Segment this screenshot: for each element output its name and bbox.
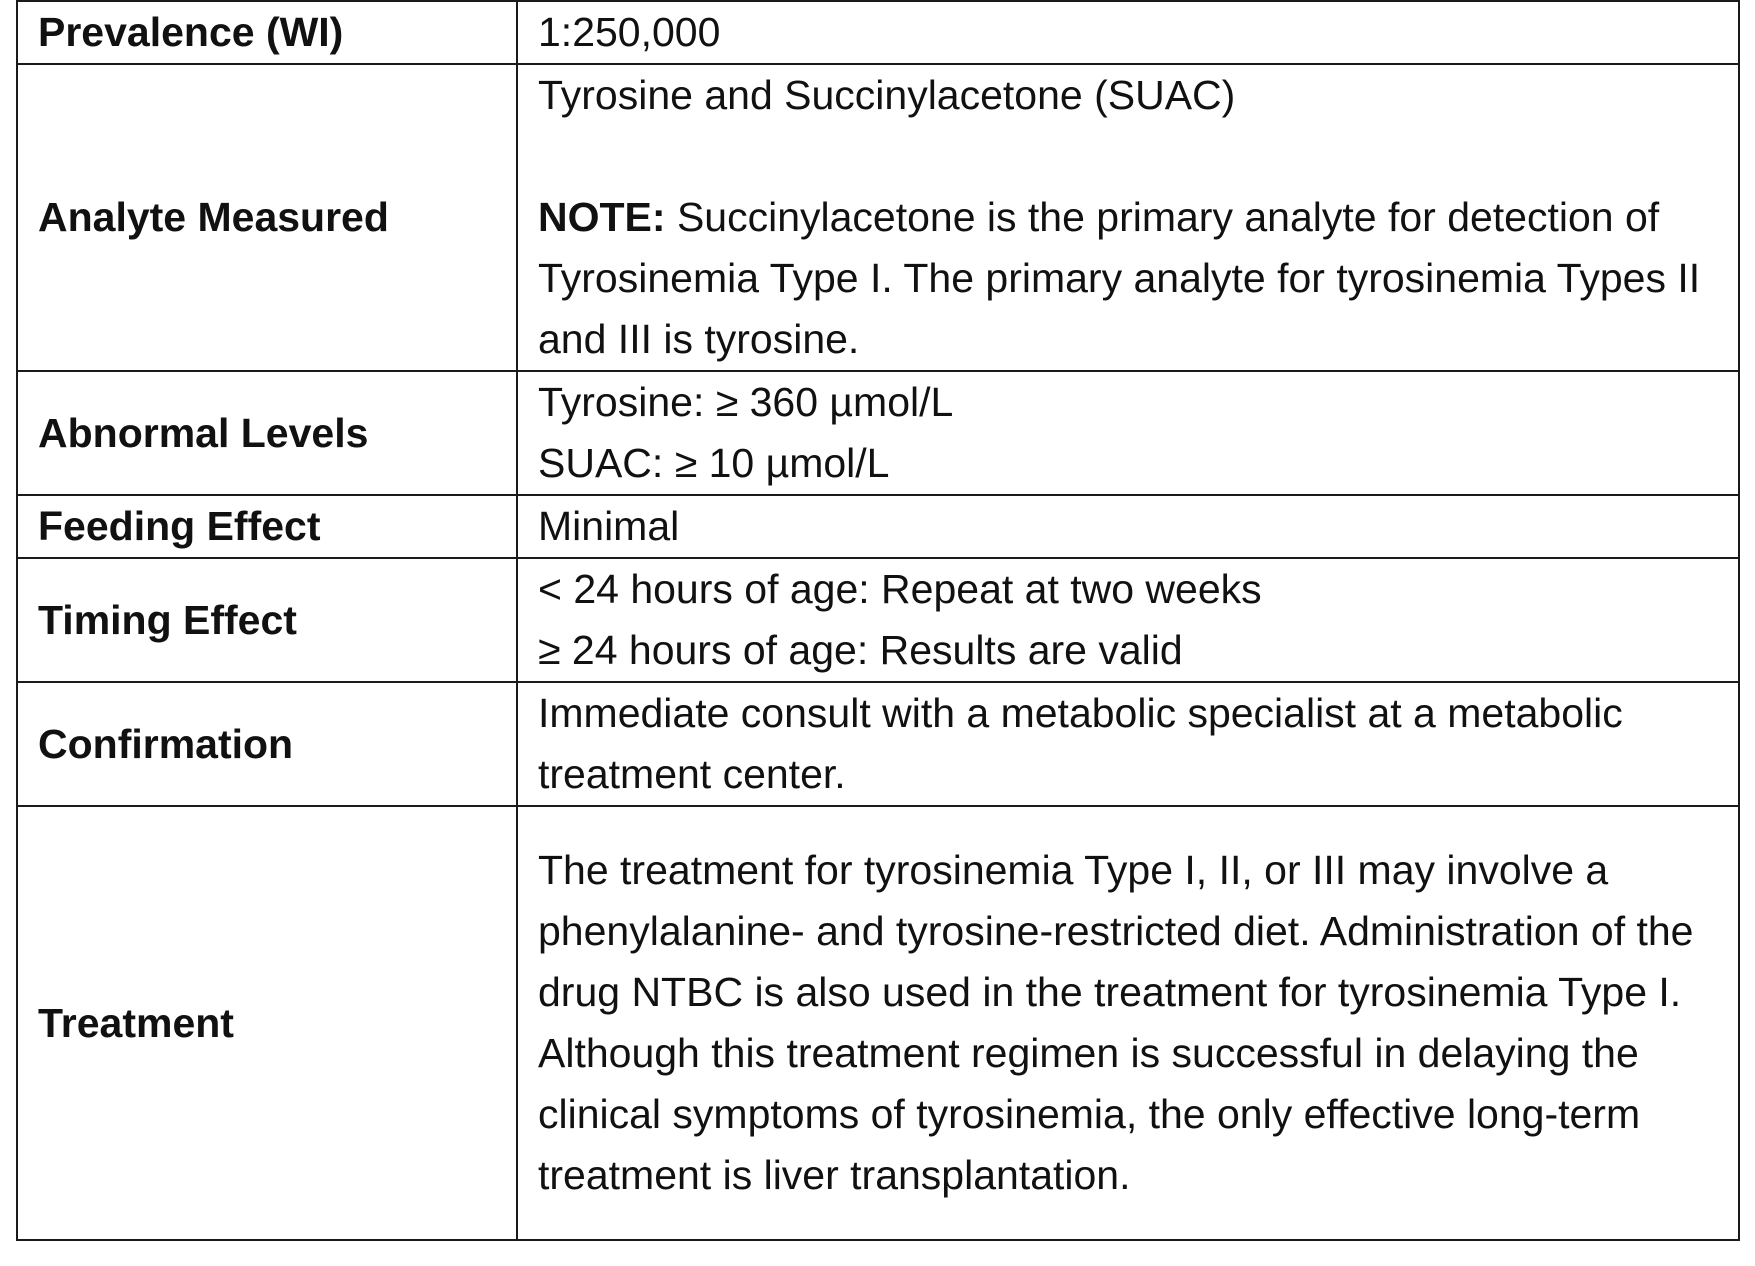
spacer xyxy=(538,126,1718,187)
tyrosinemia-info-table xyxy=(16,0,1740,1241)
table-row xyxy=(17,682,1739,806)
note-label: NOTE: xyxy=(538,194,666,240)
abnormal-levels-value-cell xyxy=(517,371,1739,495)
table-row xyxy=(17,806,1739,1240)
timing-under-24: < 24 hours of age: Repeat at two weeks xyxy=(538,566,1262,612)
analyte-label: Analyte Measured xyxy=(17,64,517,371)
prevalence-value: 1:250,000 xyxy=(517,1,1739,64)
feeding-effect-label: Feeding Effect xyxy=(17,495,517,558)
table-row xyxy=(17,558,1739,682)
table-row xyxy=(17,64,1739,371)
analyte-value: Tyrosine and Succinylacetone (SUAC) xyxy=(538,72,1236,118)
analyte-value-cell xyxy=(517,64,1739,371)
table-row xyxy=(17,495,1739,558)
prevalence-label: Prevalence (WI) xyxy=(17,1,517,64)
confirmation-label: Confirmation xyxy=(17,682,517,806)
tyrosine-level: Tyrosine: ≥ 360 µmol/L xyxy=(538,379,954,425)
note-text: Succinylacetone is the primary analyte for detection of Tyrosinemia Type I. The primary analyte for tyrosinemia Types II and III is tyrosine. xyxy=(538,194,1701,362)
suac-level: SUAC: ≥ 10 µmol/L xyxy=(538,440,890,486)
table-row xyxy=(17,371,1739,495)
analyte-note xyxy=(538,194,1700,362)
feeding-effect-value: Minimal xyxy=(517,495,1739,558)
treatment-label: Treatment xyxy=(17,806,517,1240)
abnormal-levels-label: Abnormal Levels xyxy=(17,371,517,495)
timing-over-24: ≥ 24 hours of age: Results are valid xyxy=(538,627,1183,673)
treatment-value: The treatment for tyrosinemia Type I, II, or III may involve a phenylalanine- and tyrosine-restricted diet. Administration of the drug NTBC is also used in the treatment for tyrosinemia Type I. Although this treatment regimen is successful in delaying the clinical symptoms of tyrosinemia, the only effective long-term treatment is liver transplantation. xyxy=(517,806,1739,1240)
timing-effect-label: Timing Effect xyxy=(17,558,517,682)
confirmation-value: Immediate consult with a metabolic specialist at a metabolic treatment center. xyxy=(517,682,1739,806)
timing-effect-value-cell xyxy=(517,558,1739,682)
table-row xyxy=(17,1,1739,64)
